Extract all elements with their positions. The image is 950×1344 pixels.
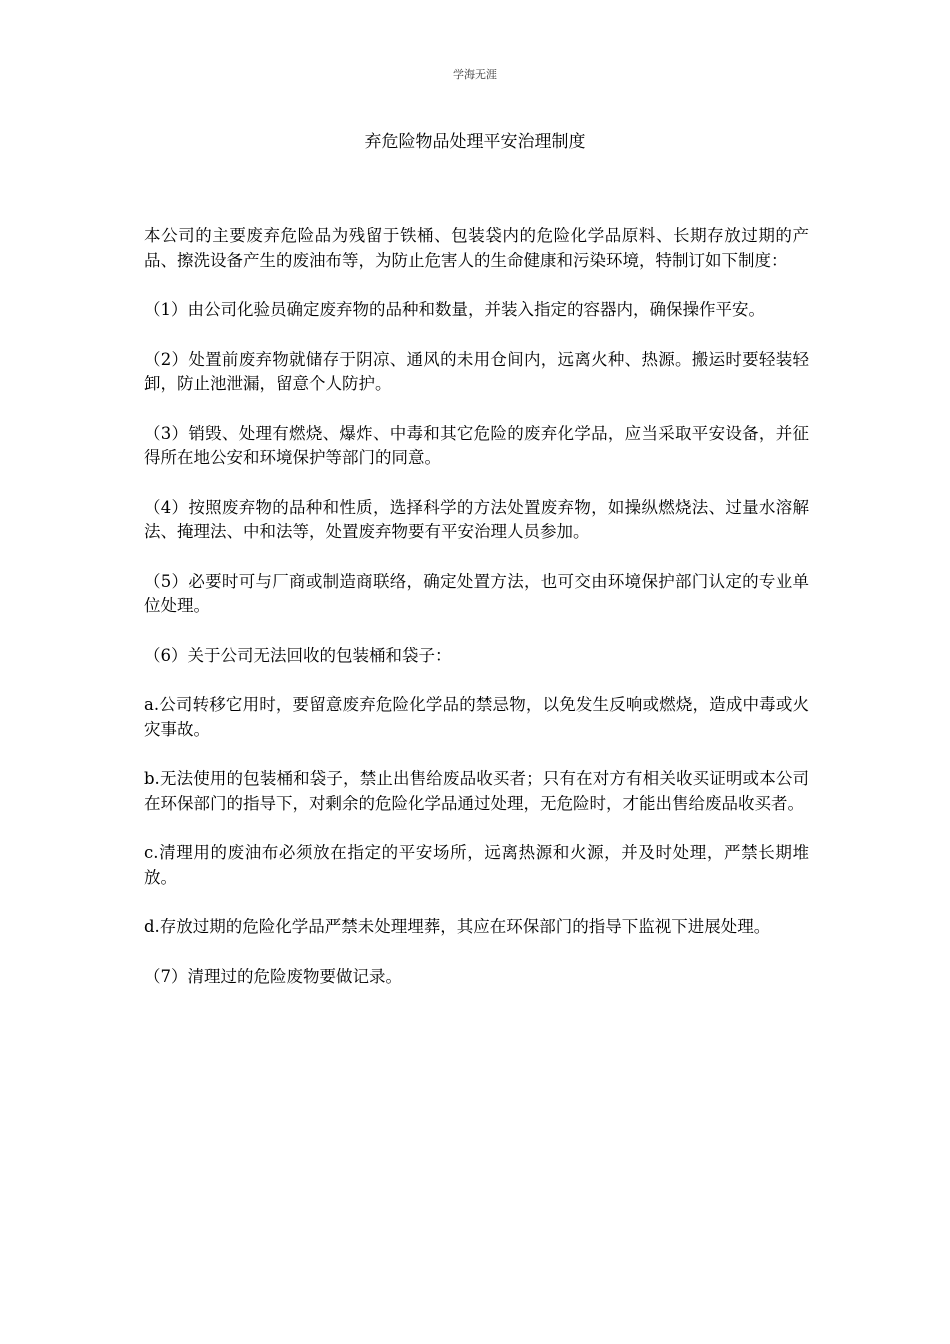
intro-paragraph: 本公司的主要废弃危险品为残留于铁桶、包装袋内的危险化学品原料、长期存放过期的产品、擦洗设备产生的废油布等，为防止危害人的生命健康和污染环境，特制订如下制度： — [144, 226, 809, 270]
paragraph-item-6a: a.公司转移它用时，要留意废弃危险化学品的禁忌物，以免发生反响或燃烧，造成中毒或火灾事故。 — [144, 695, 809, 739]
paragraph-item-4: （4）按照废弃物的品种和性质，选择科学的方法处置废弃物，如操纵燃烧法、过量水溶解法、掩理法、中和法等，处置废弃物要有平安治理人员参加。 — [144, 497, 809, 541]
document-title: 弃危险物品处理平安治理制度 — [364, 132, 586, 152]
paragraph-item-6c: c.清理用的废油布必须放在指定的平安场所，远离热源和火源，并及时处理，严禁长期堆放。 — [144, 843, 809, 887]
document-body — [144, 224, 809, 1014]
paragraph-item-1: （1）由公司化验员确定废弃物的品种和数量，并装入指定的容器内，确保操作平安。 — [144, 300, 765, 319]
paragraph-item-7: （7）清理过的危险废物要做记录。 — [144, 966, 402, 986]
paragraph-item-6d: d.存放过期的危险化学品严禁未处理埋葬，其应在环保部门的指导下监视下进展处理。 — [144, 917, 771, 936]
page-header: 学海无涯 — [453, 68, 497, 81]
paragraph-item-5: （5）必要时可与厂商或制造商联络，确定处置方法，也可交由环境保护部门认定的专业单位处理。 — [144, 571, 809, 615]
paragraph-item-6b: b.无法使用的包装桶和袋子，禁止出售给废品收买者；只有在对方有相关收买证明或本公司在环保部门的指导下，对剩余的危险化学品通过处理，无危险时，才能出售给废品收买者。 — [144, 769, 809, 813]
paragraph-item-2: （2）处置前废弃物就储存于阴凉、通风的未用仓间内，远离火种、热源。搬运时要轻装轻卸，防止池泄漏，留意个人防护。 — [144, 349, 809, 393]
paragraph-item-3: （3）销毁、处理有燃烧、爆炸、中毒和其它危险的废弃化学品，应当采取平安设备，并征得所在地公安和环境保护等部门的同意。 — [144, 423, 809, 467]
paragraph-item-6: （6）关于公司无法回收的包装桶和袋子： — [144, 645, 452, 665]
